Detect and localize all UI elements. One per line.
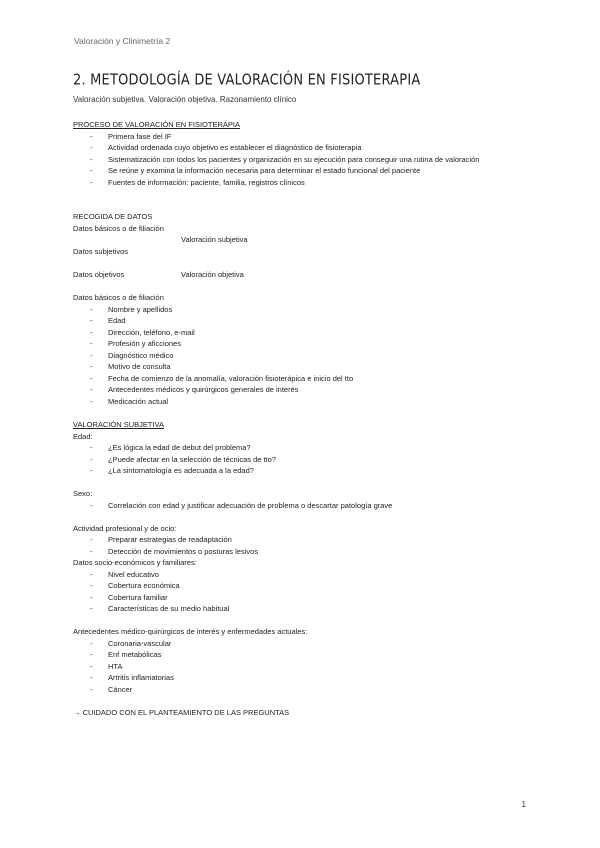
subjetiva-block: [73, 419, 392, 718]
list-item: - HTA: [73, 661, 392, 673]
list-item: - Nivel educativo: [73, 569, 392, 581]
proceso-list: [73, 131, 479, 189]
proceso-block: [73, 119, 479, 188]
antecedentes-label: Antecedentes médico-quirúrgicos de interés y enfermedades actuales:: [73, 627, 308, 636]
list-item: - Sistematización con todos los pacientes y organización en su ejecución para conseguir una rutina de valoración: [73, 154, 479, 166]
subjetiva-heading: VALORACIÓN SUBJETIVA: [73, 420, 164, 429]
filiacion-list: [73, 304, 353, 408]
list-item: - Cobertura económica: [73, 580, 392, 592]
recogida-valoracion-subjetiva: Valoración subjetiva: [181, 235, 248, 244]
recogida-valoracion-objetiva: Valoración objetiva: [181, 269, 244, 279]
actividad-list: [73, 534, 392, 557]
edad-label: Edad:: [73, 431, 93, 441]
list-item: - Cáncer: [73, 684, 392, 696]
socio-list: [73, 569, 392, 615]
list-item: - Nombre y apellidos: [73, 304, 353, 316]
section-title: 2. METODOLOGÍA DE VALORACIÓN EN FISIOTERAPIA: [73, 72, 421, 90]
edad-list: [73, 442, 392, 477]
recogida-line-subjetivos: Datos subjetivos: [73, 246, 129, 256]
list-item: - Actividad ordenada cuyo objetivo es establecer el diagnóstico de fisioterapia: [73, 142, 479, 154]
warning-note: → CUIDADO CON EL PLANTEAMIENTO DE LAS PREGUNTAS: [73, 707, 290, 717]
list-item: - ¿Puede afectar en la selección de técnicas de tto?: [73, 454, 392, 466]
list-item: - Antecedentes médicos y quirúrgicos generales de interés: [73, 384, 353, 396]
list-item: - Preparar estrategias de readaptación: [73, 534, 392, 546]
list-item: - Fuentes de información: paciente, familia, registros clínicos: [73, 177, 479, 189]
list-item: - Profesión y aficciones: [73, 338, 353, 350]
antecedentes-list: [73, 638, 392, 696]
list-item: - Diagnóstico médico: [73, 350, 353, 362]
list-item: - Medicación actual: [73, 396, 353, 408]
list-item: - ¿La sintomatología es adecuada a la edad?: [73, 465, 392, 477]
recogida-datos-objetivos: Datos objetivos: [73, 269, 125, 279]
proceso-heading: PROCESO DE VALORACIÓN EN FISIOTERAPIA: [73, 120, 240, 129]
list-item: - Correlación con edad y justificar adecuación de problema o descartar patología grave: [73, 500, 392, 512]
recogida-block: [73, 211, 248, 280]
sexo-label: Sexo:: [73, 489, 93, 498]
recogida-line-filiacion: Datos básicos o de filiación: [73, 223, 164, 233]
sexo-list: [73, 500, 392, 512]
page-header: Valoración y Clinimetría 2: [74, 36, 171, 46]
actividad-label: Actividad profesional y de ocio:: [73, 523, 177, 533]
list-item: - Edad: [73, 315, 353, 327]
list-item: - Artritis inflamatorias: [73, 672, 392, 684]
list-item: - Coronaria-vascular: [73, 638, 392, 650]
socio-label: Datos socio-económicos y familiares:: [73, 558, 197, 567]
list-item: - Primera fase del IF: [73, 131, 479, 143]
list-item: - Se reúne y examina la información necesaria para determinar el estado funcional del paciente: [73, 165, 479, 177]
list-item: - Características de su medio habitual: [73, 603, 392, 615]
list-item: - Cobertura familiar: [73, 592, 392, 604]
list-item: - Motivo de consulta: [73, 361, 353, 373]
list-item: - ¿Es lógica la edad de debut del problema?: [73, 442, 392, 454]
recogida-heading: RECOGIDA DE DATOS: [73, 212, 153, 221]
list-item: - Detección de movimientos o posturas lesivos: [73, 546, 392, 558]
list-item: - Enf metabólicas: [73, 649, 392, 661]
filiacion-heading: Datos básicos o de filiación: [73, 293, 164, 302]
section-subtitle: Valoración subjetiva. Valoración objetiva. Razonamiento clínico: [73, 95, 297, 104]
list-item: - Fecha de comienzo de la anomalía, valoración fisioterápica e inicio del tto: [73, 373, 353, 385]
list-item: - Dirección, teléfono, e-mail: [73, 327, 353, 339]
page-number: 1: [521, 800, 526, 809]
filiacion-block: [73, 292, 353, 407]
